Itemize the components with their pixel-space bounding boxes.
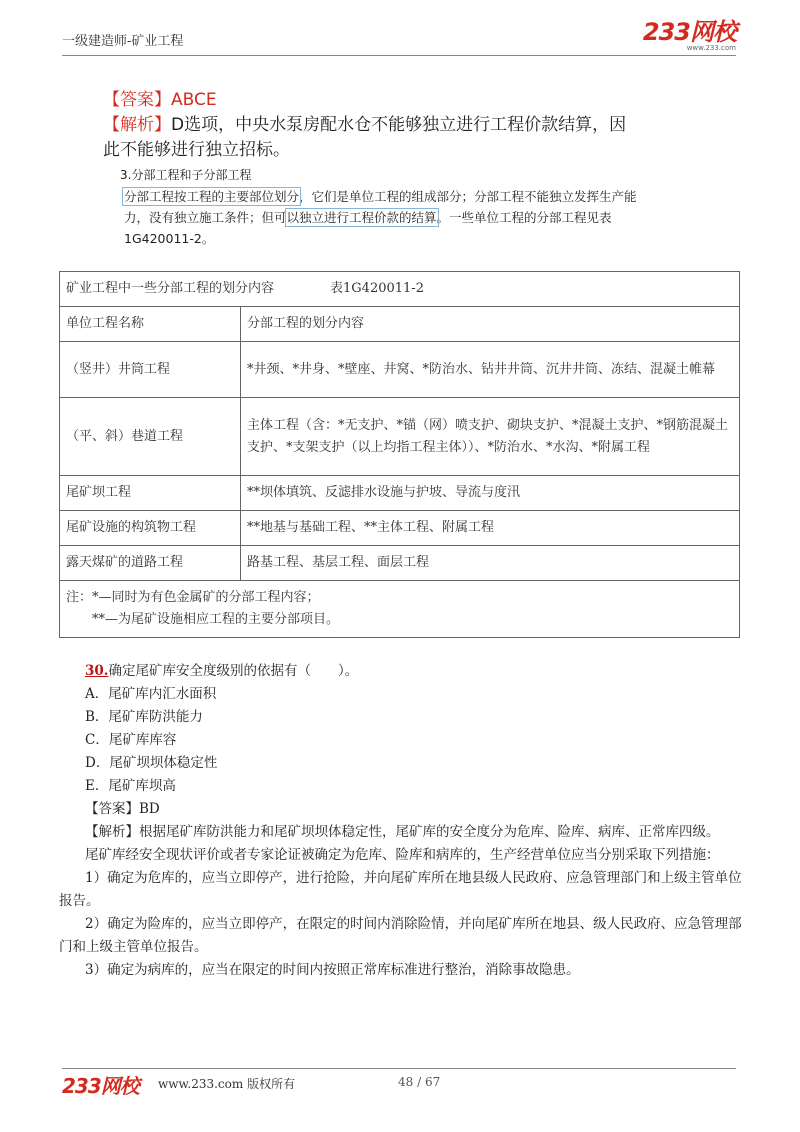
analysis-line <box>103 113 626 138</box>
note-line-1: 注：*—同时为有色金属矿的分部工程内容； <box>66 590 320 605</box>
measure-item-2: 2）确定为险库的，应当立即停产，在限定的时间内消除险情，并向尾矿库所在地县、级人民政府、应急管理部门和上级主管单位报告。 <box>59 916 742 955</box>
table-header-row <box>60 307 740 342</box>
question-text: 确定尾矿库安全度级别的依据有（ ）。 <box>108 663 359 679</box>
table-row <box>60 511 740 546</box>
analysis-paragraph: 尾矿库经安全现状评价或者专家论证被确定为危库、险库和病库的，生产经营单位应当分别采取下列措施： <box>85 847 720 863</box>
question-block <box>59 660 749 982</box>
logo-url: www.233.com <box>686 44 736 52</box>
division-table <box>59 271 740 638</box>
table-note <box>60 581 740 638</box>
answer-line <box>103 88 626 113</box>
table-caption <box>60 272 740 307</box>
logo-text: 233网校 <box>642 18 736 46</box>
question-stem <box>59 660 749 683</box>
table-note-row <box>60 581 740 638</box>
table-row <box>60 398 740 476</box>
division-content-cell: *井颈、*井身、*壁座、井窝、*防治水、钻井井筒、沉井井筒、冻结、混凝土帷幕 <box>241 342 740 398</box>
analysis-text-2: 此不能够进行独立招标。 <box>103 140 290 160</box>
unit-name-cell: 露天煤矿的道路工程 <box>60 546 241 581</box>
column-header: 单位工程名称 <box>60 307 241 342</box>
question-number: 30. <box>85 663 109 679</box>
footer-copyright: www.233.com 版权所有 <box>158 1077 296 1091</box>
table-row <box>60 476 740 511</box>
analysis-text-1: D选项，中央水泵房配水仓不能够独立进行工程价款结算，因 <box>171 115 627 135</box>
measure-item-1: 1）确定为危库的，应当立即停产，进行抢险，并向尾矿库所在地县级人民政府、应急管理部门和上级主管单位报告。 <box>59 870 742 909</box>
measure-item-3: 3）确定为病库的，应当在限定的时间内按照正常库标准进行整治，消除事故隐患。 <box>85 962 580 978</box>
unit-name-cell: （竖井）井筒工程 <box>60 342 241 398</box>
para-text-2: 。一些单位工程的分部工程见表1G420011-2。 <box>124 210 612 246</box>
subsection-paragraph <box>124 186 644 249</box>
table-row <box>60 546 740 581</box>
brand-logo <box>643 20 736 52</box>
para-text-1: ，它们是单位工程的组成部分；分部工程不能独立发挥生产能力，没有独立施工条件；但可 <box>124 189 637 225</box>
table-row <box>60 342 740 398</box>
previous-answer-block <box>103 88 626 163</box>
option-b: B．尾矿库防洪能力 <box>85 709 203 725</box>
page-number: 48 / 67 <box>398 1075 441 1089</box>
column-header: 分部工程的划分内容 <box>241 307 740 342</box>
unit-name-cell: 尾矿设施的构筑物工程 <box>60 511 241 546</box>
table-number: 表1G420011-2 <box>330 281 424 296</box>
unit-name-cell: （平、斜）巷道工程 <box>60 398 241 476</box>
highlight-1: 分部工程按工程的主要部位划分 <box>124 189 300 204</box>
header-divider <box>62 55 736 56</box>
footer-logo: 233网校 <box>62 1074 139 1098</box>
question-answer: 【答案】BD <box>85 801 160 817</box>
question-analysis: 【解析】根据尾矿库防洪能力和尾矿坝坝体稳定性，尾矿库的安全度分为危库、险库、病库、正常库四级。 <box>85 824 720 840</box>
answer-value: ABCE <box>171 90 217 110</box>
division-content-cell: **地基与基础工程、**主体工程、附属工程 <box>241 511 740 546</box>
note-line-2: **—为尾矿设施相应工程的主要分部项目。 <box>92 612 340 627</box>
footer-divider <box>62 1068 736 1069</box>
document-title: 一级建造师-矿业工程 <box>62 34 184 49</box>
option-e: E．尾矿库坝高 <box>85 778 176 794</box>
division-content-cell: 主体工程（含：*无支护、*锚（网）喷支护、砌块支护、*混凝土支护、*钢筋混凝土支护、*支架支护（以上均指工程主体））、*防治水、*水沟、*附属工程 <box>241 398 740 476</box>
option-d: D．尾矿坝坝体稳定性 <box>85 755 218 771</box>
table-title: 矿业工程中一些分部工程的划分内容 <box>66 281 275 296</box>
answer-label: 【答案】 <box>103 90 171 110</box>
option-c: C．尾矿库库容 <box>85 732 177 748</box>
division-content-cell: **坝体填筑、反滤排水设施与护坡、导流与度汛 <box>241 476 740 511</box>
table-caption-row <box>60 272 740 307</box>
highlight-2: 以独立进行工程价款的结算 <box>286 210 437 225</box>
unit-name-cell: 尾矿坝工程 <box>60 476 241 511</box>
option-a: A．尾矿库内汇水面积 <box>85 686 217 702</box>
subsection-title: 3.分部工程和子分部工程 <box>120 168 252 182</box>
division-content-cell: 路基工程、基层工程、面层工程 <box>241 546 740 581</box>
analysis-label: 【解析】 <box>103 115 171 135</box>
